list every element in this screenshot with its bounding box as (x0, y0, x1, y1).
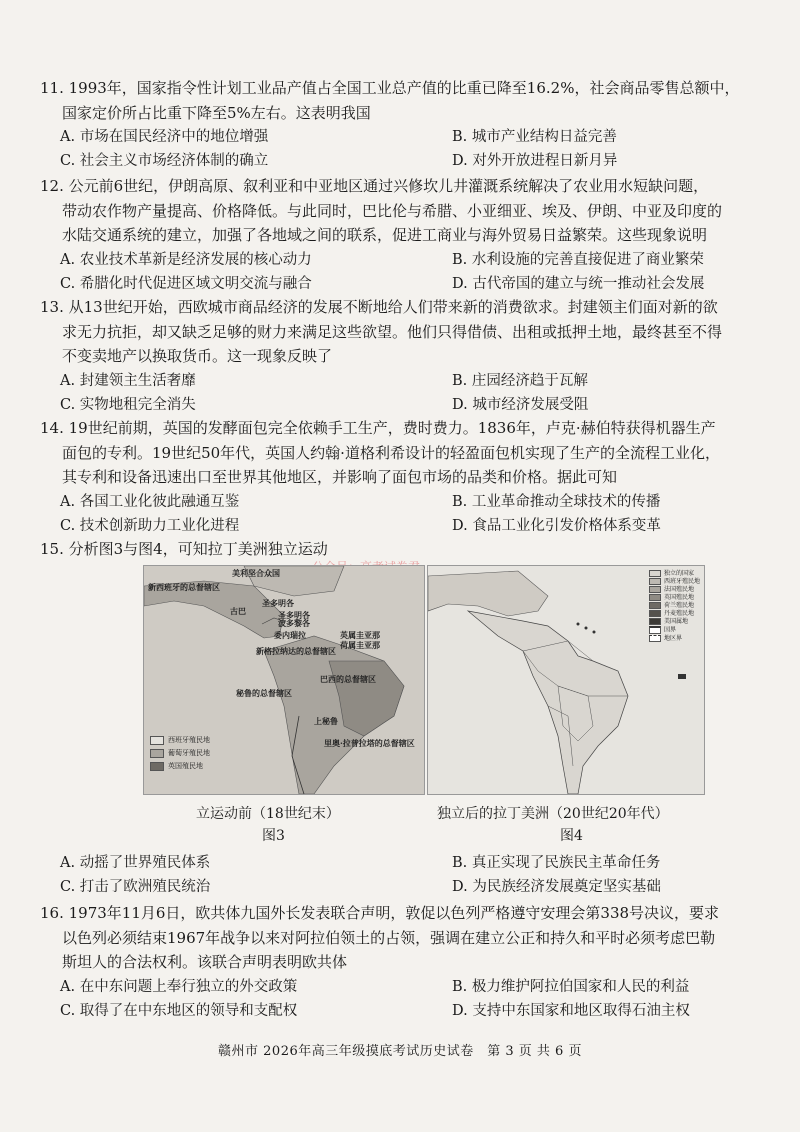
option-b[interactable]: B. 庄园经济趋于瓦解 (452, 372, 588, 389)
figure-4-map (427, 565, 705, 795)
legend-item (649, 570, 700, 578)
question-stem-line: 面包的专利。19世纪50年代，英国人约翰·道格利希设计的轻盈面包机实现了生产的全流程工业化， (62, 443, 720, 462)
option-a[interactable]: A. 各国工业化彼此融通互鉴 (60, 493, 240, 510)
legend-swatch (649, 635, 661, 642)
map-label: 波多黎各 (278, 618, 310, 628)
question-11 (40, 76, 765, 173)
option-b[interactable]: B. 极力维护阿拉伯国家和人民的利益 (452, 978, 690, 995)
options-grid (40, 851, 765, 899)
option-c[interactable]: C. 社会主义市场经济体制的确立 (60, 153, 269, 169)
options-grid (40, 248, 765, 296)
map-label: 美利坚合众国 (232, 568, 280, 578)
legend-item (649, 586, 700, 594)
question-stem-line: 以色列必须结束1967年战争以来对阿拉伯领土的占领，强调在建立公正和持久和平时必须考虑巴勒 (62, 928, 716, 947)
legend-label: 荷兰殖民地 (663, 602, 694, 609)
option-c[interactable]: C. 希腊化时代促进区域文明交流与融合 (60, 275, 312, 292)
legend-swatch (649, 578, 661, 585)
question-stem-line: 15. 分析图3与图4，可知拉丁美洲独立运动 (40, 540, 328, 558)
legend-item (649, 635, 700, 643)
question-stem-line: 12. 公元前6世纪，伊朗高原、叙利亚和中亚地区通过兴修坎儿井灌溉系统解决了农业用水短缺问题， (40, 177, 709, 195)
question-14 (40, 416, 765, 538)
question-stem-line: 国家定价所占比重下降至5%左右。这表明我国 (62, 103, 371, 122)
option-d[interactable]: D. 城市经济发展受阻 (452, 396, 589, 413)
map-label: 荷属圭亚那 (340, 640, 380, 650)
options-grid (40, 125, 765, 173)
question-stem-line: 带动农作物产量提高、价格降低。与此同时，巴比伦与希腊、小亚细亚、埃及、伊朗、中亚及印度的 (62, 201, 723, 220)
map-label: 委内瑞拉 (274, 630, 306, 640)
legend-item (649, 610, 700, 618)
option-d[interactable]: D. 食品工业化引发价格体系变革 (452, 517, 661, 534)
legend-item (649, 626, 700, 635)
figures-row (143, 565, 703, 793)
legend-item (649, 594, 700, 602)
legend-swatch (649, 618, 661, 625)
legend-swatch (649, 602, 661, 609)
option-b[interactable]: B. 工业革命推动全球技术的传播 (452, 493, 661, 510)
option-d[interactable]: D. 为民族经济发展奠定坚实基础 (452, 879, 661, 895)
question-13 (40, 295, 765, 417)
figure-3-label: 图3 (262, 828, 285, 844)
option-b[interactable]: B. 水利设施的完善直接促进了商业繁荣 (452, 251, 704, 268)
figure-3-caption: 立运动前（18世纪末） (196, 806, 340, 822)
question-stem-line: 16. 1973年11月6日，欧共体九国外长发表联合声明，敦促以色列严格遵守安理会第338号决议，要求 (40, 904, 720, 922)
question-stem-line: 14. 19世纪前期，英国的发酵面包完全依赖手工生产，费时费力。1836年，卢克·赫伯特获得机器生产 (40, 419, 716, 437)
question-stem-line: 斯坦人的合法权利。该联合声明表明欧共体 (62, 953, 348, 971)
legend-label: 美国属地 (663, 618, 688, 625)
map-label: 圣多明各 (262, 598, 294, 608)
legend-swatch (649, 626, 661, 634)
legend-label: 英国殖民地 (168, 762, 203, 770)
legend-label: 西班牙殖民地 (663, 578, 700, 585)
map-label: 新格拉纳达的总督辖区 (256, 646, 336, 656)
option-b[interactable]: B. 真正实现了民族民主革命任务 (452, 855, 661, 871)
legend-swatch (649, 610, 661, 617)
option-a[interactable]: A. 市场在国民经济中的地位增强 (60, 129, 269, 145)
legend-label: 法国殖民地 (663, 586, 694, 593)
option-a[interactable]: A. 在中东问题上奉行独立的外交政策 (60, 978, 298, 995)
question-stem-line: 13. 从13世纪开始，西欧城市商品经济的发展不断地给人们带来新的消费欲求。封建领主们面对新的欲 (40, 298, 718, 316)
map-label: 秘鲁的总督辖区 (236, 688, 292, 698)
legend-item (649, 602, 700, 610)
legend-item (150, 760, 210, 773)
option-d[interactable]: D. 古代帝国的建立与统一推动社会发展 (452, 275, 705, 292)
legend-swatch (150, 736, 164, 745)
map-label: 英属圭亚那 (340, 630, 380, 640)
figure-3-map (143, 565, 425, 795)
map-label: 上秘鲁 (314, 716, 338, 726)
figure-4-label: 图4 (560, 828, 583, 844)
map-label: 圣多明各 (278, 610, 310, 620)
map-label: 新西班牙的总督辖区 (148, 582, 220, 592)
question-15-options (40, 851, 765, 899)
legend-item (150, 734, 210, 747)
question-stem-line: 11. 1993年，国家指令性计划工业品产值占全国工业总产值的比重已降至16.2%，社会商品零售总额中， (40, 79, 740, 97)
legend-label: 丹麦殖民地 (663, 610, 694, 617)
legend-swatch (649, 586, 661, 593)
legend-swatch (649, 594, 661, 601)
legend-label: 独立的国家 (663, 570, 694, 577)
option-c[interactable]: C. 技术创新助力工业化进程 (60, 517, 240, 534)
option-c[interactable]: C. 打击了欧洲殖民统治 (60, 879, 211, 895)
option-d[interactable]: D. 对外开放进程日新月异 (452, 153, 618, 169)
option-a[interactable]: A. 封建领主生活奢靡 (60, 372, 196, 389)
legend-swatch (649, 570, 661, 577)
option-b[interactable]: B. 城市产业结构日益完善 (452, 129, 617, 145)
legend-swatch (150, 749, 164, 758)
option-a[interactable]: A. 农业技术革新是经济发展的核心动力 (60, 251, 312, 268)
question-12 (40, 174, 765, 296)
options-grid (40, 369, 765, 417)
map-label: 古巴 (230, 606, 246, 616)
option-a[interactable]: A. 动摇了世界殖民体系 (60, 855, 211, 871)
option-d[interactable]: D. 支持中东国家和地区取得石油主权 (452, 1002, 690, 1019)
legend-item (649, 578, 700, 586)
option-c[interactable]: C. 取得了在中东地区的领导和支配权 (60, 1002, 298, 1019)
legend-label: 葡萄牙殖民地 (168, 749, 210, 757)
question-stem-line: 不变卖地产以换取货币。这一现象反映了 (62, 347, 333, 365)
options-grid (40, 490, 765, 538)
legend-label: 国界 (663, 626, 676, 634)
legend-label: 英国殖民地 (663, 594, 694, 601)
legend-label: 西班牙殖民地 (168, 736, 210, 744)
map-label: 巴西的总督辖区 (320, 674, 376, 684)
map-4-legend (649, 570, 700, 643)
legend-label: 地区界 (663, 634, 682, 642)
question-stem-line: 水陆交通系统的建立，加强了各地域之间的联系，促进工商业与海外贸易日益繁荣。这些现象说明 (62, 226, 708, 244)
legend-item (150, 747, 210, 760)
map-3-legend (150, 734, 210, 773)
legend-item (649, 618, 700, 626)
legend-swatch (150, 762, 164, 771)
figure-4-caption: 独立后的拉丁美洲（20世纪20年代） (437, 806, 669, 822)
options-grid (40, 975, 765, 1023)
option-c[interactable]: C. 实物地租完全消失 (60, 396, 196, 413)
map-label: 里奥·拉普拉塔的总督辖区 (324, 738, 415, 748)
question-stem-line: 求无力抗拒，却又缺乏足够的财力来满足这些欲望。他们只得借债、出租或抵押土地，最终甚至不得 (62, 322, 723, 341)
question-16 (40, 901, 765, 1023)
question-stem-line: 其专利和设备迅速出口至世界其他地区，并影响了面包市场的品类和价格。据此可知 (62, 468, 618, 486)
page-footer: 赣州市 2026年高三年级摸底考试历史试卷 第 3 页 共 6 页 (218, 1044, 582, 1059)
